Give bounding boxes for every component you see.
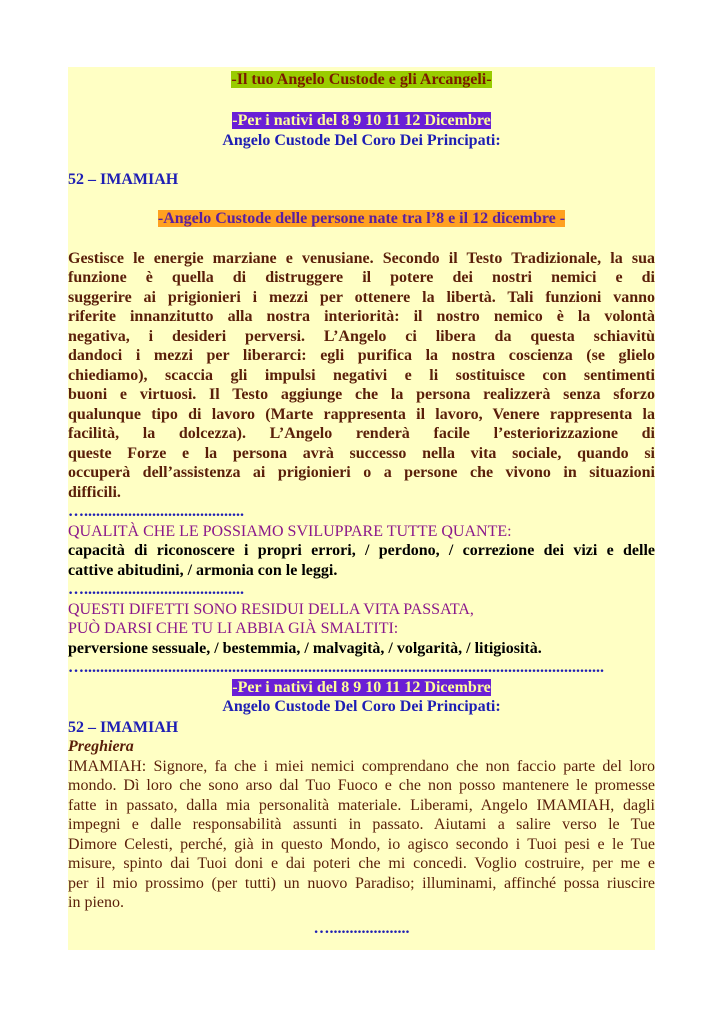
coro-heading-2: Angelo Custode Del Coro Dei Principati: xyxy=(222,698,501,715)
defects-heading-line: PUÒ DARSI CHE TU LI ABBIA GIÀ SMALTITI: xyxy=(68,620,399,637)
coro-heading-1: Angelo Custode Del Coro Dei Principati: xyxy=(222,131,501,149)
natives-line-1 xyxy=(68,111,655,131)
page-title: -Il tuo Angelo Custode e gli Arcangeli- xyxy=(231,71,492,88)
defects-list: perversione sessuale, / bestemmia, / malvagità, / volgarità, / litigiosità. xyxy=(68,639,542,657)
description-line: qualunque tipo di lavoro (Marte rappresenta il lavoro, Venere rappresenta la xyxy=(68,405,655,423)
qualities-line: capacità di riconoscere i propri errori, / perdono, / correzione dei vizi e delle xyxy=(68,542,655,559)
qualities-line: cattive abitudini, / armonia con le leggi. xyxy=(68,561,338,579)
birth-range-banner: -Angelo Custode delle persone nate tra l’8 e il 12 dicembre - xyxy=(157,209,566,227)
description-line: suggerire ai prigionieri i mezzi per ottenere la libertà. Tali funzioni vanno xyxy=(68,288,655,306)
description-line: funzione è quella di distruggere il potere dei nostri nemici e di xyxy=(68,269,655,286)
qualities-heading: QUALITÀ CHE LE POSSIAMO SVILUPPARE TUTTE QUANTE: xyxy=(68,522,512,540)
description-line: negativa, i desideri perversi. L’Angelo ci libera da questa schiavitù xyxy=(68,327,655,345)
separator-dots-1: …........................................ xyxy=(68,503,244,520)
natives-heading-1: -Per i nativi del 8 9 10 11 12 Dicembre xyxy=(232,112,491,129)
separator-dots-2: …........................................ xyxy=(68,581,244,598)
prayer-line: misure, spinto dai Tuoi doni e dai poteri che mi concedi. Voglio costruire, per me e xyxy=(68,855,655,872)
prayer-line: per il mio prossimo (per tutti) un nuovo Paradiso; illuminami, affinché possa riuscire xyxy=(68,874,655,892)
description-line: difficili. xyxy=(68,483,121,501)
description-paragraph xyxy=(68,249,655,503)
prayer-line: in pieno. xyxy=(68,894,124,911)
prayer-line: fatte in passato, dalla mia personalità materiale. Liberami, Angelo IMAMIAH, dagli xyxy=(68,796,655,814)
description-line: riferite innanzitutto alla nostra interiorità: il nostro nemico è la volontà xyxy=(68,308,655,325)
description-line: facilità, la dolcezza). L’Angelo renderà facile l’esteriorizzazione di xyxy=(68,425,655,442)
natives-line-2 xyxy=(68,678,655,698)
separator-dots-3: ….................................................................................................................................. xyxy=(68,659,604,676)
banner-line xyxy=(68,209,655,229)
document-content xyxy=(68,67,655,938)
qualities-list xyxy=(68,541,655,580)
title-line xyxy=(68,70,655,90)
description-line: dandoci i mezzi per liberarci: egli purifica la nostra coscienza (se glielo xyxy=(68,347,655,364)
document-page xyxy=(68,67,655,950)
natives-heading-2: -Per i nativi del 8 9 10 11 12 Dicembre xyxy=(232,678,491,696)
separator-dots-4: ….................... xyxy=(313,919,410,937)
prayer-line: mondo. Dì loro che sono arso dal Tuo Fuoco e che non posso mantenere le promesse xyxy=(68,777,655,794)
description-line: Gestisce le energie marziane e venusiane. Secondo il Testo Tradizionale, la sua xyxy=(68,249,655,267)
description-line: buoni e virtuosi. Il Testo aggiunge che la persona realizzerà senza sforzo xyxy=(68,386,655,403)
defects-heading-line: QUESTI DIFETTI SONO RESIDUI DELLA VITA PASSATA, xyxy=(68,600,474,618)
prayer-paragraph xyxy=(68,757,655,913)
prayer-line: impegni e dalle responsabilità assunti in passato. Aiutami a salire verso le Tue xyxy=(68,816,655,833)
description-line: queste Forze e la persona avrà successo nella vita sociale, quando si xyxy=(68,444,655,462)
angel-name-2: 52 – IMAMIAH xyxy=(68,718,179,736)
description-line: occuperà dell’assistenza ai prigionieri o a persone che vivono in situazioni xyxy=(68,464,655,481)
description-line: chiediamo), scaccia gli impulsi negativi e li sostituisce con sentimenti xyxy=(68,366,655,384)
prayer-line: IMAMIAH: Signore, fa che i miei nemici comprendano che non faccio parte del loro xyxy=(68,757,655,775)
prayer-line: Dimore Celesti, perché, già in questo Mondo, io agisco secondo i Tuoi pesi e le Tue xyxy=(68,835,655,853)
angel-name-1: 52 – IMAMIAH xyxy=(68,170,179,188)
prayer-label: Preghiera xyxy=(68,738,134,755)
